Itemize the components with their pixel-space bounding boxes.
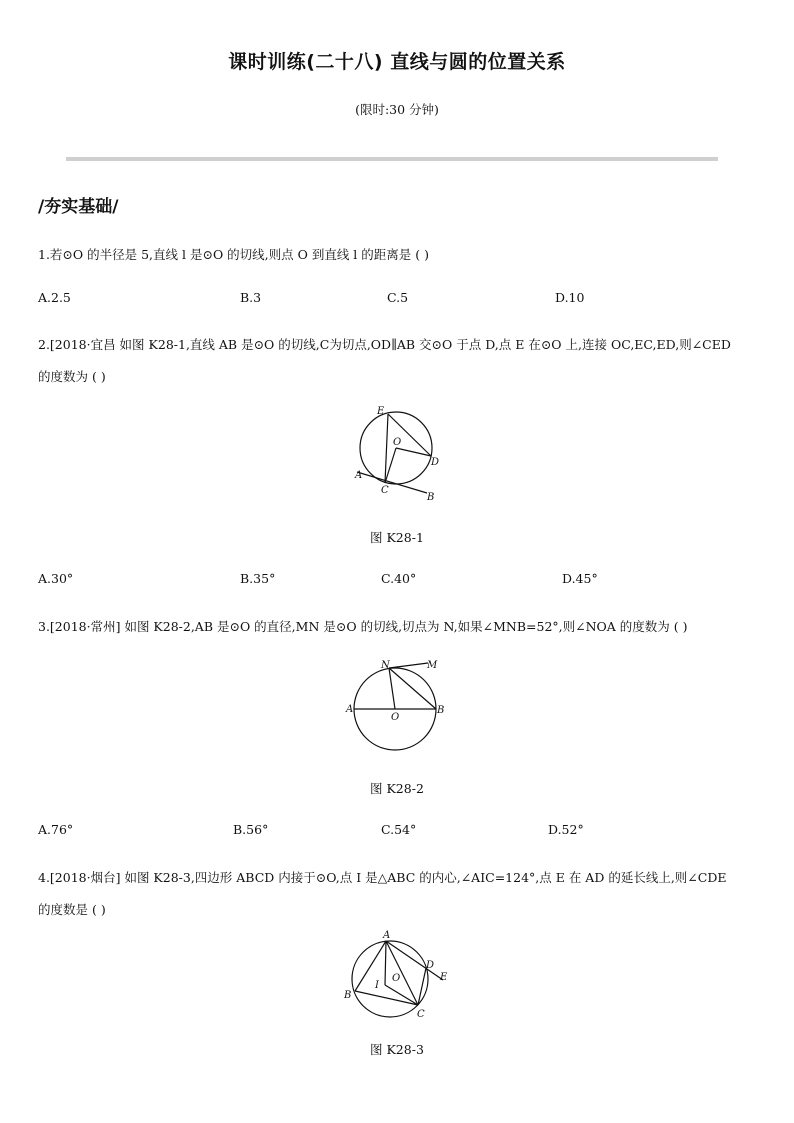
segment-nb xyxy=(389,668,436,709)
circle-o xyxy=(352,941,428,1017)
q3-option-a: A.76° xyxy=(38,822,74,837)
label-o: O xyxy=(392,973,401,984)
question-1-text: 1.若⊙O 的半径是 5,直线 l 是⊙O 的切线,则点 O 到直线 l 的距离是 ( ) xyxy=(38,247,429,262)
segment-ai xyxy=(385,941,386,985)
label-b: B xyxy=(437,705,445,716)
label-a: A xyxy=(355,470,363,481)
label-d: D xyxy=(426,960,435,971)
segment-ed xyxy=(388,414,431,456)
label-i: I xyxy=(375,980,379,991)
label-d: D xyxy=(431,457,440,468)
label-c: C xyxy=(417,1009,425,1020)
tangent-ab xyxy=(357,472,427,493)
question-4-text-line1: 4.[2018·烟台] 如图 K28-3,四边形 ABCD 内接于⊙O,点 I 是△ABC 的内心,∠AIC=124°,点 E 在 AD 的延长线上,则∠CDE xyxy=(38,870,727,885)
segment-ec xyxy=(385,414,388,483)
figure-k28-1-caption: 图 K28-1 xyxy=(370,530,424,545)
section-heading: /夯实基础/ xyxy=(38,197,119,217)
figure-k28-3-caption: 图 K28-3 xyxy=(370,1042,424,1057)
question-3-text: 3.[2018·常州] 如图 K28-2,AB 是⊙O 的直径,MN 是⊙O 的切线,切点为 N,如果∠MNB=52°,则∠NOA 的度数为 ( ) xyxy=(38,619,688,634)
figure-k28-2-caption: 图 K28-2 xyxy=(370,781,424,796)
page-title: 课时训练(二十八) 直线与圆的位置关系 xyxy=(228,51,566,73)
figure-k28-2 xyxy=(343,652,458,754)
label-b: B xyxy=(344,990,352,1001)
segment-bc xyxy=(355,991,418,1005)
q1-option-a: A.2.5 xyxy=(38,290,71,305)
label-a: A xyxy=(383,930,391,941)
divider xyxy=(66,157,718,161)
label-c: C xyxy=(381,485,389,496)
q3-option-d: D.52° xyxy=(548,822,584,837)
label-e: E xyxy=(440,972,448,983)
label-o: O xyxy=(393,437,402,448)
figure-k28-3 xyxy=(338,928,458,1028)
segment-on xyxy=(389,668,395,709)
q2-option-d: D.45° xyxy=(562,571,598,586)
label-a: A xyxy=(346,704,354,715)
q1-option-b: B.3 xyxy=(240,290,262,305)
tangent-mn xyxy=(389,663,428,668)
label-n: N xyxy=(381,660,390,671)
figure-k28-1 xyxy=(345,400,455,505)
label-e: E xyxy=(377,406,385,417)
label-b: B xyxy=(427,492,435,503)
question-2-text-line1: 2.[2018·宜昌 如图 K28-1,直线 AB 是⊙O 的切线,C为切点,OD∥AB 交⊙O 于点 D,点 E 在⊙O 上,连接 OC,EC,ED,则∠CED xyxy=(38,337,731,352)
q3-option-c: C.54° xyxy=(381,822,417,837)
q2-option-c: C.40° xyxy=(381,571,417,586)
segment-ab xyxy=(355,941,386,991)
q1-option-d: D.10 xyxy=(555,290,585,305)
question-2-text-line2: 的度数为 ( ) xyxy=(38,369,106,384)
q2-option-b: B.35° xyxy=(240,571,276,586)
segment-od xyxy=(396,448,431,456)
q2-option-a: A.30° xyxy=(38,571,74,586)
time-limit: (限时:30 分钟) xyxy=(355,102,439,117)
q3-option-b: B.56° xyxy=(233,822,269,837)
label-m: M xyxy=(427,660,438,671)
label-o: O xyxy=(391,712,400,723)
q1-option-c: C.5 xyxy=(387,290,409,305)
question-4-text-line2: 的度数是 ( ) xyxy=(38,902,106,917)
